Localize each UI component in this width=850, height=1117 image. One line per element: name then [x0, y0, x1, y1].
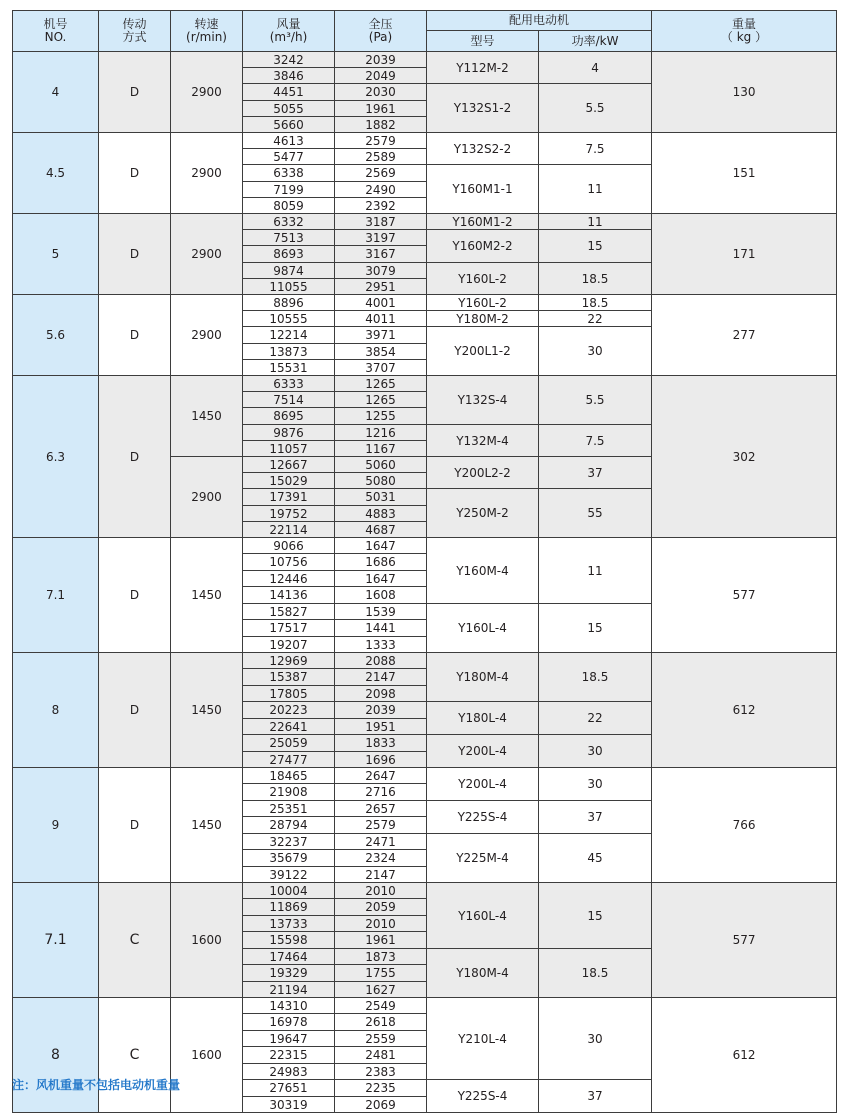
header-speed: 转速 (r/min): [171, 11, 243, 52]
flow-cell: 32237: [243, 834, 335, 850]
pressure-cell: 1627: [335, 982, 427, 998]
pressure-cell: 2647: [335, 768, 427, 784]
pressure-cell: 2039: [335, 52, 427, 68]
flow-cell: 24983: [243, 1064, 335, 1080]
pressure-cell: 1167: [335, 441, 427, 457]
weight-cell: 277: [652, 295, 837, 376]
motor-power-cell: 30: [539, 998, 652, 1080]
header-no: 机号 NO.: [13, 11, 99, 52]
table-row: [13, 653, 837, 669]
flow-cell: 6338: [243, 165, 335, 182]
motor-power-cell: 30: [539, 327, 652, 376]
motor-model-cell: Y160M1-1: [427, 165, 539, 214]
speed-cell: 1600: [171, 998, 243, 1113]
fan-no-cell: 4: [13, 52, 99, 133]
speed-cell: 1600: [171, 883, 243, 998]
pressure-cell: 2618: [335, 1014, 427, 1031]
pressure-cell: 1441: [335, 620, 427, 637]
motor-model-cell: Y160M1-2: [427, 214, 539, 230]
flow-cell: 21908: [243, 784, 335, 801]
motor-model-cell: Y112M-2: [427, 52, 539, 84]
flow-cell: 27651: [243, 1080, 335, 1097]
motor-power-cell: 15: [539, 883, 652, 949]
motor-model-cell: Y225S-4: [427, 1080, 539, 1113]
flow-cell: 17805: [243, 686, 335, 702]
drive-cell: D: [99, 653, 171, 768]
motor-power-cell: 22: [539, 311, 652, 327]
pressure-cell: 2147: [335, 669, 427, 686]
pressure-cell: 2088: [335, 653, 427, 669]
header-drive: 传动 方式: [99, 11, 171, 52]
pressure-cell: 2010: [335, 916, 427, 932]
pressure-cell: 1686: [335, 554, 427, 571]
fan-no-cell: 7.1: [13, 538, 99, 653]
flow-cell: 19752: [243, 506, 335, 522]
motor-model-cell: Y225M-4: [427, 834, 539, 883]
speed-cell: 2900: [171, 214, 243, 295]
header-pressure: 全压 (Pa): [335, 11, 427, 52]
weight-cell: 577: [652, 883, 837, 998]
flow-cell: 7513: [243, 230, 335, 246]
motor-model-cell: Y160L-2: [427, 295, 539, 311]
weight-cell: 151: [652, 133, 837, 214]
pressure-cell: 1216: [335, 425, 427, 441]
drive-cell: D: [99, 538, 171, 653]
flow-cell: 15827: [243, 604, 335, 620]
drive-cell: C: [99, 883, 171, 998]
motor-model-cell: Y200L1-2: [427, 327, 539, 376]
pressure-cell: 5060: [335, 457, 427, 473]
flow-cell: 6333: [243, 376, 335, 392]
motor-model-cell: Y180L-4: [427, 702, 539, 735]
pressure-cell: 1255: [335, 408, 427, 425]
fan-spec-table: [12, 10, 837, 1113]
flow-cell: 14136: [243, 587, 335, 604]
flow-cell: 8896: [243, 295, 335, 311]
motor-model-cell: Y132S2-2: [427, 133, 539, 165]
pressure-cell: 3167: [335, 246, 427, 263]
drive-cell: C: [99, 998, 171, 1113]
table-row: [13, 295, 837, 311]
motor-model-cell: Y160M-4: [427, 538, 539, 604]
flow-cell: 25351: [243, 801, 335, 817]
motor-model-cell: Y132S1-2: [427, 84, 539, 133]
pressure-cell: 2147: [335, 867, 427, 883]
motor-power-cell: 7.5: [539, 133, 652, 165]
drive-cell: D: [99, 376, 171, 538]
motor-model-cell: Y132S-4: [427, 376, 539, 425]
motor-power-cell: 15: [539, 230, 652, 263]
fan-no-cell: 8: [13, 653, 99, 768]
flow-cell: 13733: [243, 916, 335, 932]
drive-cell: D: [99, 133, 171, 214]
drive-cell: D: [99, 295, 171, 376]
header-model: 型号: [427, 31, 539, 52]
header-row: [13, 11, 837, 31]
motor-power-cell: 18.5: [539, 949, 652, 998]
flow-cell: 25059: [243, 735, 335, 752]
pressure-cell: 2059: [335, 899, 427, 916]
pressure-cell: 1333: [335, 637, 427, 653]
motor-power-cell: 5.5: [539, 376, 652, 425]
flow-cell: 13873: [243, 344, 335, 360]
header-power: 功率/kW: [539, 31, 652, 52]
pressure-cell: 2559: [335, 1031, 427, 1047]
speed-cell: 2900: [171, 133, 243, 214]
motor-model-cell: Y160L-4: [427, 883, 539, 949]
flow-cell: 12969: [243, 653, 335, 669]
motor-model-cell: Y160L-2: [427, 263, 539, 295]
flow-cell: 12667: [243, 457, 335, 473]
flow-cell: 4613: [243, 133, 335, 149]
flow-cell: 35679: [243, 850, 335, 867]
drive-cell: D: [99, 214, 171, 295]
motor-model-cell: Y210L-4: [427, 998, 539, 1080]
speed-cell: 1450: [171, 376, 243, 457]
flow-cell: 15598: [243, 932, 335, 949]
motor-model-cell: Y180M-4: [427, 653, 539, 702]
motor-power-cell: 37: [539, 1080, 652, 1113]
motor-power-cell: 18.5: [539, 653, 652, 702]
pressure-cell: 2069: [335, 1097, 427, 1113]
flow-cell: 3846: [243, 68, 335, 84]
motor-power-cell: 11: [539, 165, 652, 214]
drive-cell: D: [99, 52, 171, 133]
flow-cell: 39122: [243, 867, 335, 883]
motor-power-cell: 37: [539, 801, 652, 834]
flow-cell: 8693: [243, 246, 335, 263]
fan-no-cell: 8: [13, 998, 99, 1113]
flow-cell: 8695: [243, 408, 335, 425]
flow-cell: 7514: [243, 392, 335, 408]
motor-model-cell: Y200L-4: [427, 768, 539, 801]
motor-model-cell: Y200L-4: [427, 735, 539, 768]
pressure-cell: 4883: [335, 506, 427, 522]
motor-power-cell: 5.5: [539, 84, 652, 133]
motor-model-cell: Y225S-4: [427, 801, 539, 834]
flow-cell: 30319: [243, 1097, 335, 1113]
weight-cell: 766: [652, 768, 837, 883]
flow-cell: 28794: [243, 817, 335, 834]
pressure-cell: 3197: [335, 230, 427, 246]
flow-cell: 22641: [243, 719, 335, 735]
table-row: [13, 133, 837, 149]
flow-cell: 4451: [243, 84, 335, 101]
pressure-cell: 1873: [335, 949, 427, 965]
flow-cell: 22114: [243, 522, 335, 538]
pressure-cell: 2235: [335, 1080, 427, 1097]
speed-cell: 1450: [171, 538, 243, 653]
pressure-cell: 2010: [335, 883, 427, 899]
speed-cell: 2900: [171, 295, 243, 376]
flow-cell: 9874: [243, 263, 335, 279]
fan-no-cell: 6.3: [13, 376, 99, 538]
motor-model-cell: Y160L-4: [427, 604, 539, 653]
flow-cell: 15029: [243, 473, 335, 489]
flow-cell: 16978: [243, 1014, 335, 1031]
pressure-cell: 2324: [335, 850, 427, 867]
pressure-cell: 1961: [335, 101, 427, 117]
pressure-cell: 1882: [335, 117, 427, 133]
motor-power-cell: 30: [539, 735, 652, 768]
flow-cell: 9066: [243, 538, 335, 554]
motor-power-cell: 45: [539, 834, 652, 883]
flow-cell: 15387: [243, 669, 335, 686]
weight-cell: 577: [652, 538, 837, 653]
pressure-cell: 3971: [335, 327, 427, 344]
pressure-cell: 1951: [335, 719, 427, 735]
pressure-cell: 1608: [335, 587, 427, 604]
motor-model-cell: Y200L2-2: [427, 457, 539, 489]
motor-model-cell: Y132M-4: [427, 425, 539, 457]
table-row: [13, 52, 837, 68]
pressure-cell: 3707: [335, 360, 427, 376]
pressure-cell: 2481: [335, 1047, 427, 1064]
weight-cell: 302: [652, 376, 837, 538]
pressure-cell: 2098: [335, 686, 427, 702]
weight-cell: 612: [652, 998, 837, 1113]
pressure-cell: 2951: [335, 279, 427, 295]
flow-cell: 5477: [243, 149, 335, 165]
motor-power-cell: 11: [539, 538, 652, 604]
pressure-cell: 1647: [335, 538, 427, 554]
flow-cell: 18465: [243, 768, 335, 784]
fan-no-cell: 5: [13, 214, 99, 295]
motor-model-cell: Y160M2-2: [427, 230, 539, 263]
weight-cell: 612: [652, 653, 837, 768]
flow-cell: 5055: [243, 101, 335, 117]
flow-cell: 6332: [243, 214, 335, 230]
pressure-cell: 2030: [335, 84, 427, 101]
pressure-cell: 2383: [335, 1064, 427, 1080]
header-flow: 风量 (m³/h): [243, 11, 335, 52]
fan-no-cell: 5.6: [13, 295, 99, 376]
motor-power-cell: 55: [539, 489, 652, 538]
flow-cell: 10756: [243, 554, 335, 571]
pressure-cell: 1647: [335, 571, 427, 587]
pressure-cell: 2039: [335, 702, 427, 719]
pressure-cell: 3079: [335, 263, 427, 279]
flow-cell: 19647: [243, 1031, 335, 1047]
speed-cell: 2900: [171, 52, 243, 133]
flow-cell: 12214: [243, 327, 335, 344]
table-row: [13, 376, 837, 392]
pressure-cell: 2579: [335, 817, 427, 834]
table-row: [13, 998, 837, 1014]
motor-power-cell: 4: [539, 52, 652, 84]
weight-cell: 130: [652, 52, 837, 133]
flow-cell: 12446: [243, 571, 335, 587]
pressure-cell: 1961: [335, 932, 427, 949]
flow-cell: 10004: [243, 883, 335, 899]
pressure-cell: 2392: [335, 198, 427, 214]
fan-no-cell: 9: [13, 768, 99, 883]
flow-cell: 5660: [243, 117, 335, 133]
flow-cell: 7199: [243, 182, 335, 198]
flow-cell: 11055: [243, 279, 335, 295]
motor-power-cell: 18.5: [539, 263, 652, 295]
motor-model-cell: Y250M-2: [427, 489, 539, 538]
flow-cell: 27477: [243, 752, 335, 768]
flow-cell: 14310: [243, 998, 335, 1014]
flow-cell: 8059: [243, 198, 335, 214]
flow-cell: 21194: [243, 982, 335, 998]
pressure-cell: 2716: [335, 784, 427, 801]
motor-model-cell: Y180M-2: [427, 311, 539, 327]
pressure-cell: 1833: [335, 735, 427, 752]
flow-cell: 10555: [243, 311, 335, 327]
motor-power-cell: 37: [539, 457, 652, 489]
flow-cell: 22315: [243, 1047, 335, 1064]
flow-cell: 11869: [243, 899, 335, 916]
pressure-cell: 3854: [335, 344, 427, 360]
flow-cell: 19207: [243, 637, 335, 653]
pressure-cell: 1539: [335, 604, 427, 620]
pressure-cell: 2049: [335, 68, 427, 84]
pressure-cell: 5031: [335, 489, 427, 506]
footnote: 注：风机重量不包括电动机重量: [12, 1078, 181, 1092]
flow-cell: 17464: [243, 949, 335, 965]
speed-cell: 1450: [171, 768, 243, 883]
motor-power-cell: 30: [539, 768, 652, 801]
table-row: [13, 538, 837, 554]
pressure-cell: 2657: [335, 801, 427, 817]
pressure-cell: 1265: [335, 392, 427, 408]
table-row: [13, 214, 837, 230]
drive-cell: D: [99, 768, 171, 883]
table-row: [13, 768, 837, 784]
flow-cell: 20223: [243, 702, 335, 719]
fan-no-cell: 4.5: [13, 133, 99, 214]
pressure-cell: 4687: [335, 522, 427, 538]
flow-cell: 17517: [243, 620, 335, 637]
pressure-cell: 2589: [335, 149, 427, 165]
pressure-cell: 2569: [335, 165, 427, 182]
pressure-cell: 3187: [335, 214, 427, 230]
pressure-cell: 2471: [335, 834, 427, 850]
weight-cell: 171: [652, 214, 837, 295]
motor-power-cell: 11: [539, 214, 652, 230]
pressure-cell: 1265: [335, 376, 427, 392]
motor-power-cell: 15: [539, 604, 652, 653]
pressure-cell: 1696: [335, 752, 427, 768]
flow-cell: 11057: [243, 441, 335, 457]
motor-power-cell: 22: [539, 702, 652, 735]
header-motor: 配用电动机: [427, 11, 652, 31]
speed-cell: 1450: [171, 653, 243, 768]
pressure-cell: 2490: [335, 182, 427, 198]
header-weight: 重量 （ kg ）: [652, 11, 837, 52]
pressure-cell: 4011: [335, 311, 427, 327]
pressure-cell: 1755: [335, 965, 427, 982]
flow-cell: 9876: [243, 425, 335, 441]
motor-model-cell: Y180M-4: [427, 949, 539, 998]
pressure-cell: 2549: [335, 998, 427, 1014]
table-row: [13, 883, 837, 899]
fan-no-cell: 7.1: [13, 883, 99, 998]
flow-cell: 3242: [243, 52, 335, 68]
pressure-cell: 5080: [335, 473, 427, 489]
pressure-cell: 2579: [335, 133, 427, 149]
speed-cell: 2900: [171, 457, 243, 538]
pressure-cell: 4001: [335, 295, 427, 311]
motor-power-cell: 7.5: [539, 425, 652, 457]
motor-power-cell: 18.5: [539, 295, 652, 311]
flow-cell: 19329: [243, 965, 335, 982]
flow-cell: 15531: [243, 360, 335, 376]
flow-cell: 17391: [243, 489, 335, 506]
